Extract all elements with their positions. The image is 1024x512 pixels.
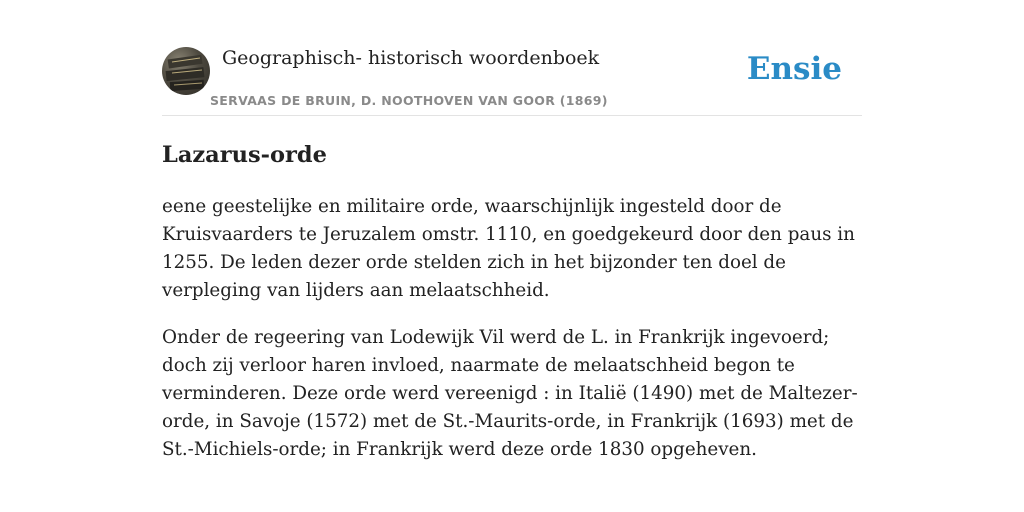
book-title[interactable]: Geographisch- historisch woordenboek xyxy=(222,47,600,69)
ensie-logo[interactable]: Ensie xyxy=(746,51,842,87)
entry-paragraph-2: Onder de regeering van Lodewijk Vil werd de L. in Frankrijk ingevoerd; doch zij verloor haren invloed, naarmate de melaatschheid begon te verminderen. Deze orde werd vereenigd : in Italië (1490) met de Maltezer-orde, in Savoje (1572) met de St.-Maurits-orde, in Frankrijk (1693) met de St.-Michiels-orde; in Frankrijk werd deze orde 1830 opgeheven. xyxy=(162,327,858,460)
header xyxy=(162,0,862,116)
book-cover-avatar[interactable] xyxy=(162,47,210,95)
page-content xyxy=(162,0,862,512)
entry-paragraph-1: eene geestelijke en militaire orde, waarschijnlijk ingesteld door de Kruisvaarders te Jeruzalem omstr. 1110, en goedgekeurd door den paus in 1255. De leden dezer orde stelden zich in het bijzonder ten doel de verpleging van lijders aan melaatschheid. xyxy=(162,196,855,301)
entry-title: Lazarus-orde xyxy=(162,142,327,168)
book-authors: SERVAAS DE BRUIN, D. NOOTHOVEN VAN GOOR (1869) xyxy=(210,93,608,108)
